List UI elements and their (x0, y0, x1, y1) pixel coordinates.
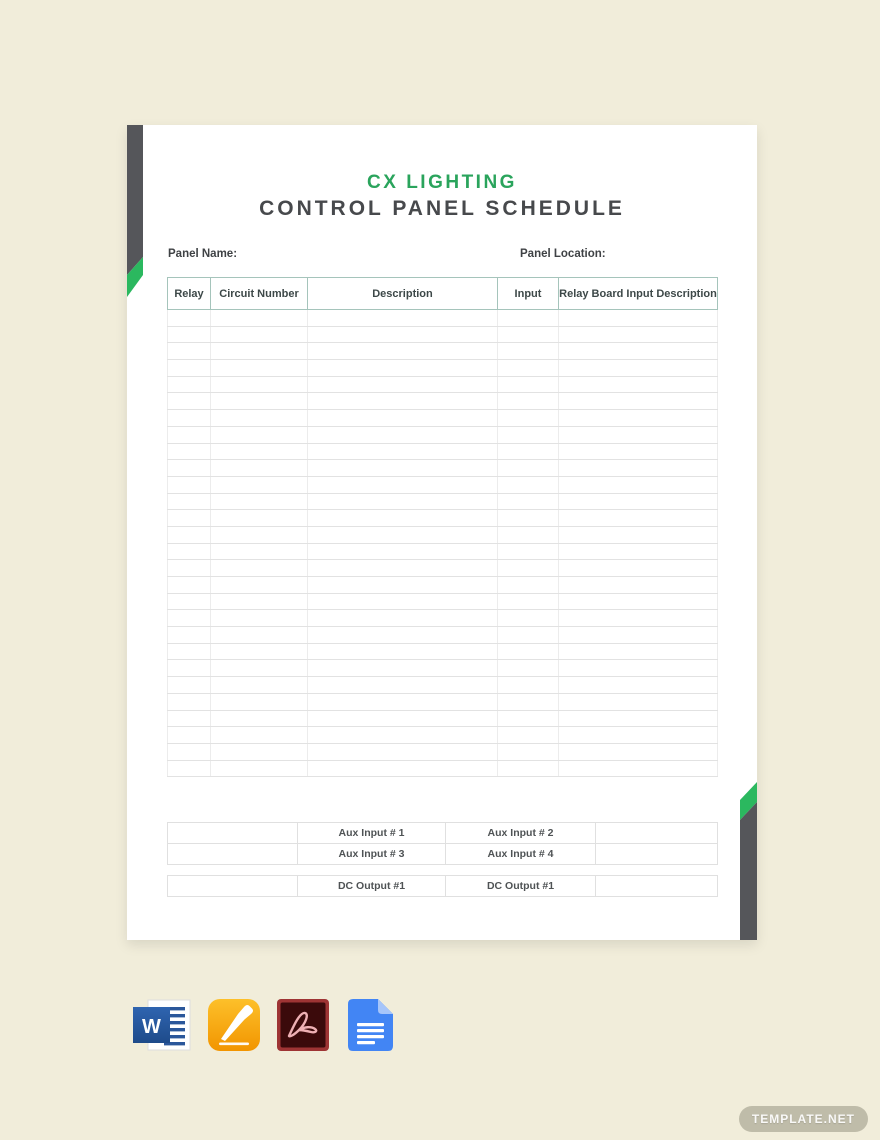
schedule-cell (168, 493, 211, 510)
table-row (168, 823, 718, 844)
schedule-cell (168, 610, 211, 627)
schedule-cell (498, 326, 559, 343)
schedule-cell (168, 426, 211, 443)
schedule-cell (308, 660, 498, 677)
schedule-cell (559, 393, 718, 410)
schedule-cell (211, 360, 308, 377)
schedule-cell (168, 393, 211, 410)
schedule-cell (211, 743, 308, 760)
schedule-cell (211, 410, 308, 427)
schedule-cell (211, 627, 308, 644)
document-page (127, 125, 757, 940)
schedule-cell (168, 743, 211, 760)
schedule-cell (559, 443, 718, 460)
table-row (168, 326, 718, 343)
schedule-cell (211, 326, 308, 343)
schedule-cell (308, 476, 498, 493)
table-row (168, 343, 718, 360)
schedule-cell (559, 343, 718, 360)
dc-output-cell (168, 876, 298, 897)
schedule-cell (308, 460, 498, 477)
table-row (168, 426, 718, 443)
dc-output-cell: DC Output #1 (446, 876, 596, 897)
schedule-cell (308, 577, 498, 594)
schedule-cell (498, 677, 559, 694)
schedule-cell (559, 627, 718, 644)
schedule-cell (168, 577, 211, 594)
schedule-cell (211, 376, 308, 393)
aux-input-cell: Aux Input # 4 (446, 844, 596, 865)
schedule-cell (308, 610, 498, 627)
file-format-icons (133, 999, 394, 1051)
schedule-cell (559, 593, 718, 610)
schedule-cell (211, 493, 308, 510)
schedule-cell (211, 577, 308, 594)
schedule-cell (308, 343, 498, 360)
table-row (168, 360, 718, 377)
aux-input-cell (596, 844, 718, 865)
schedule-cell (211, 443, 308, 460)
schedule-cell (211, 643, 308, 660)
schedule-cell (498, 526, 559, 543)
schedule-cell (308, 526, 498, 543)
table-row (168, 526, 718, 543)
word-letter: W (142, 1016, 161, 1038)
panel-name-label: Panel Name: (168, 248, 238, 260)
schedule-cell (498, 360, 559, 377)
schedule-cell (308, 310, 498, 327)
schedule-cell (559, 693, 718, 710)
aux-input-cell (596, 823, 718, 844)
schedule-cell (559, 743, 718, 760)
schedule-cell (498, 410, 559, 427)
table-row (168, 760, 718, 777)
schedule-cell (211, 393, 308, 410)
schedule-cell (211, 543, 308, 560)
schedule-cell (308, 677, 498, 694)
column-header: Input (498, 278, 559, 310)
table-row (168, 410, 718, 427)
schedule-cell (498, 443, 559, 460)
aux-input-table (167, 822, 718, 865)
schedule-cell (168, 560, 211, 577)
dc-output-cell (596, 876, 718, 897)
schedule-cell (168, 543, 211, 560)
schedule-cell (498, 476, 559, 493)
schedule-cell (168, 593, 211, 610)
schedule-cell (308, 543, 498, 560)
google-docs-icon[interactable] (346, 999, 394, 1051)
column-header: Circuit Number (211, 278, 308, 310)
schedule-cell (168, 526, 211, 543)
schedule-cell (559, 476, 718, 493)
schedule-cell (168, 627, 211, 644)
schedule-cell (308, 760, 498, 777)
schedule-cell (168, 460, 211, 477)
schedule-cell (559, 360, 718, 377)
schedule-cell (308, 727, 498, 744)
apple-pages-icon[interactable] (208, 999, 260, 1051)
schedule-cell (308, 710, 498, 727)
table-row (168, 460, 718, 477)
schedule-cell (498, 560, 559, 577)
table-row (168, 493, 718, 510)
schedule-cell (559, 560, 718, 577)
schedule-cell (498, 593, 559, 610)
table-row (168, 610, 718, 627)
schedule-cell (211, 476, 308, 493)
main-schedule-table (167, 277, 718, 777)
schedule-cell (498, 577, 559, 594)
schedule-cell (308, 593, 498, 610)
schedule-cell (559, 543, 718, 560)
table-row (168, 710, 718, 727)
schedule-cell (559, 660, 718, 677)
table-row (168, 876, 718, 897)
schedule-cell (498, 426, 559, 443)
schedule-cell (498, 727, 559, 744)
column-header: Relay (168, 278, 211, 310)
schedule-cell (559, 760, 718, 777)
schedule-cell (211, 310, 308, 327)
table-row (168, 577, 718, 594)
schedule-cell (559, 510, 718, 527)
schedule-cell (211, 760, 308, 777)
schedule-cell (211, 426, 308, 443)
schedule-cell (559, 326, 718, 343)
schedule-cell (308, 693, 498, 710)
table-row (168, 677, 718, 694)
schedule-cell (308, 627, 498, 644)
schedule-cell (498, 460, 559, 477)
schedule-cell (559, 610, 718, 627)
schedule-cell (168, 727, 211, 744)
table-row (168, 627, 718, 644)
aux-input-cell: Aux Input # 2 (446, 823, 596, 844)
schedule-cell (559, 526, 718, 543)
schedule-cell (308, 426, 498, 443)
table-row (168, 543, 718, 560)
schedule-cell (211, 660, 308, 677)
table-row (168, 443, 718, 460)
adobe-acrobat-icon[interactable] (277, 999, 329, 1051)
table-row (168, 844, 718, 865)
table-row (168, 643, 718, 660)
schedule-cell (211, 560, 308, 577)
schedule-cell (168, 760, 211, 777)
microsoft-word-icon[interactable] (133, 999, 191, 1051)
schedule-cell (559, 727, 718, 744)
dc-output-cell: DC Output #1 (298, 876, 446, 897)
table-row (168, 393, 718, 410)
template-net-watermark: TEMPLATE.NET (739, 1106, 868, 1132)
schedule-cell (559, 310, 718, 327)
schedule-cell (168, 710, 211, 727)
schedule-cell (308, 560, 498, 577)
schedule-cell (559, 710, 718, 727)
schedule-cell (211, 593, 308, 610)
table-row (168, 660, 718, 677)
schedule-cell (308, 410, 498, 427)
schedule-cell (168, 643, 211, 660)
schedule-cell (308, 326, 498, 343)
table-row (168, 693, 718, 710)
schedule-cell (211, 343, 308, 360)
schedule-cell (211, 677, 308, 694)
schedule-cell (168, 326, 211, 343)
schedule-cell (498, 660, 559, 677)
aux-input-cell (168, 823, 298, 844)
aux-input-cell: Aux Input # 3 (298, 844, 446, 865)
table-row (168, 560, 718, 577)
column-header: Description (308, 278, 498, 310)
document-title-brand: CX LIGHTING (367, 172, 517, 193)
schedule-cell (308, 393, 498, 410)
schedule-cell (211, 693, 308, 710)
schedule-cell (559, 376, 718, 393)
schedule-cell (168, 510, 211, 527)
schedule-cell (498, 393, 559, 410)
schedule-cell (308, 360, 498, 377)
schedule-cell (559, 460, 718, 477)
schedule-cell (308, 493, 498, 510)
aux-input-cell: Aux Input # 1 (298, 823, 446, 844)
main-table-header-row (168, 278, 718, 310)
schedule-cell (498, 543, 559, 560)
schedule-cell (308, 643, 498, 660)
schedule-cell (559, 677, 718, 694)
panel-location-label: Panel Location: (520, 248, 606, 260)
schedule-cell (498, 343, 559, 360)
schedule-cell (498, 376, 559, 393)
schedule-cell (168, 476, 211, 493)
schedule-cell (498, 610, 559, 627)
schedule-cell (211, 610, 308, 627)
schedule-cell (168, 410, 211, 427)
schedule-cell (498, 310, 559, 327)
table-row (168, 376, 718, 393)
schedule-cell (211, 727, 308, 744)
schedule-cell (559, 426, 718, 443)
schedule-cell (559, 493, 718, 510)
schedule-cell (168, 310, 211, 327)
table-row (168, 476, 718, 493)
schedule-cell (211, 460, 308, 477)
schedule-cell (559, 410, 718, 427)
table-row (168, 593, 718, 610)
column-header: Relay Board Input Description (559, 278, 718, 310)
schedule-cell (498, 743, 559, 760)
corner-ribbon-bottom-right (740, 782, 757, 940)
schedule-cell (559, 577, 718, 594)
schedule-cell (498, 710, 559, 727)
schedule-cell (168, 443, 211, 460)
schedule-cell (498, 693, 559, 710)
ribbon-green-tip (740, 782, 757, 940)
schedule-cell (168, 343, 211, 360)
schedule-cell (211, 526, 308, 543)
schedule-cell (308, 443, 498, 460)
schedule-cell (308, 376, 498, 393)
table-row (168, 727, 718, 744)
schedule-cell (559, 643, 718, 660)
schedule-cell (498, 510, 559, 527)
schedule-cell (498, 493, 559, 510)
schedule-cell (168, 677, 211, 694)
schedule-cell (168, 360, 211, 377)
schedule-cell (211, 710, 308, 727)
schedule-cell (168, 693, 211, 710)
table-row (168, 743, 718, 760)
document-title-main: CONTROL PANEL SCHEDULE (259, 197, 625, 220)
schedule-cell (308, 743, 498, 760)
table-row (168, 310, 718, 327)
schedule-cell (168, 660, 211, 677)
schedule-cell (498, 760, 559, 777)
table-row (168, 510, 718, 527)
schedule-cell (498, 643, 559, 660)
schedule-cell (498, 627, 559, 644)
schedule-cell (308, 510, 498, 527)
aux-input-cell (168, 844, 298, 865)
dc-output-table (167, 875, 718, 897)
schedule-cell (211, 510, 308, 527)
schedule-cell (168, 376, 211, 393)
ribbon-gray-bar (740, 782, 757, 940)
